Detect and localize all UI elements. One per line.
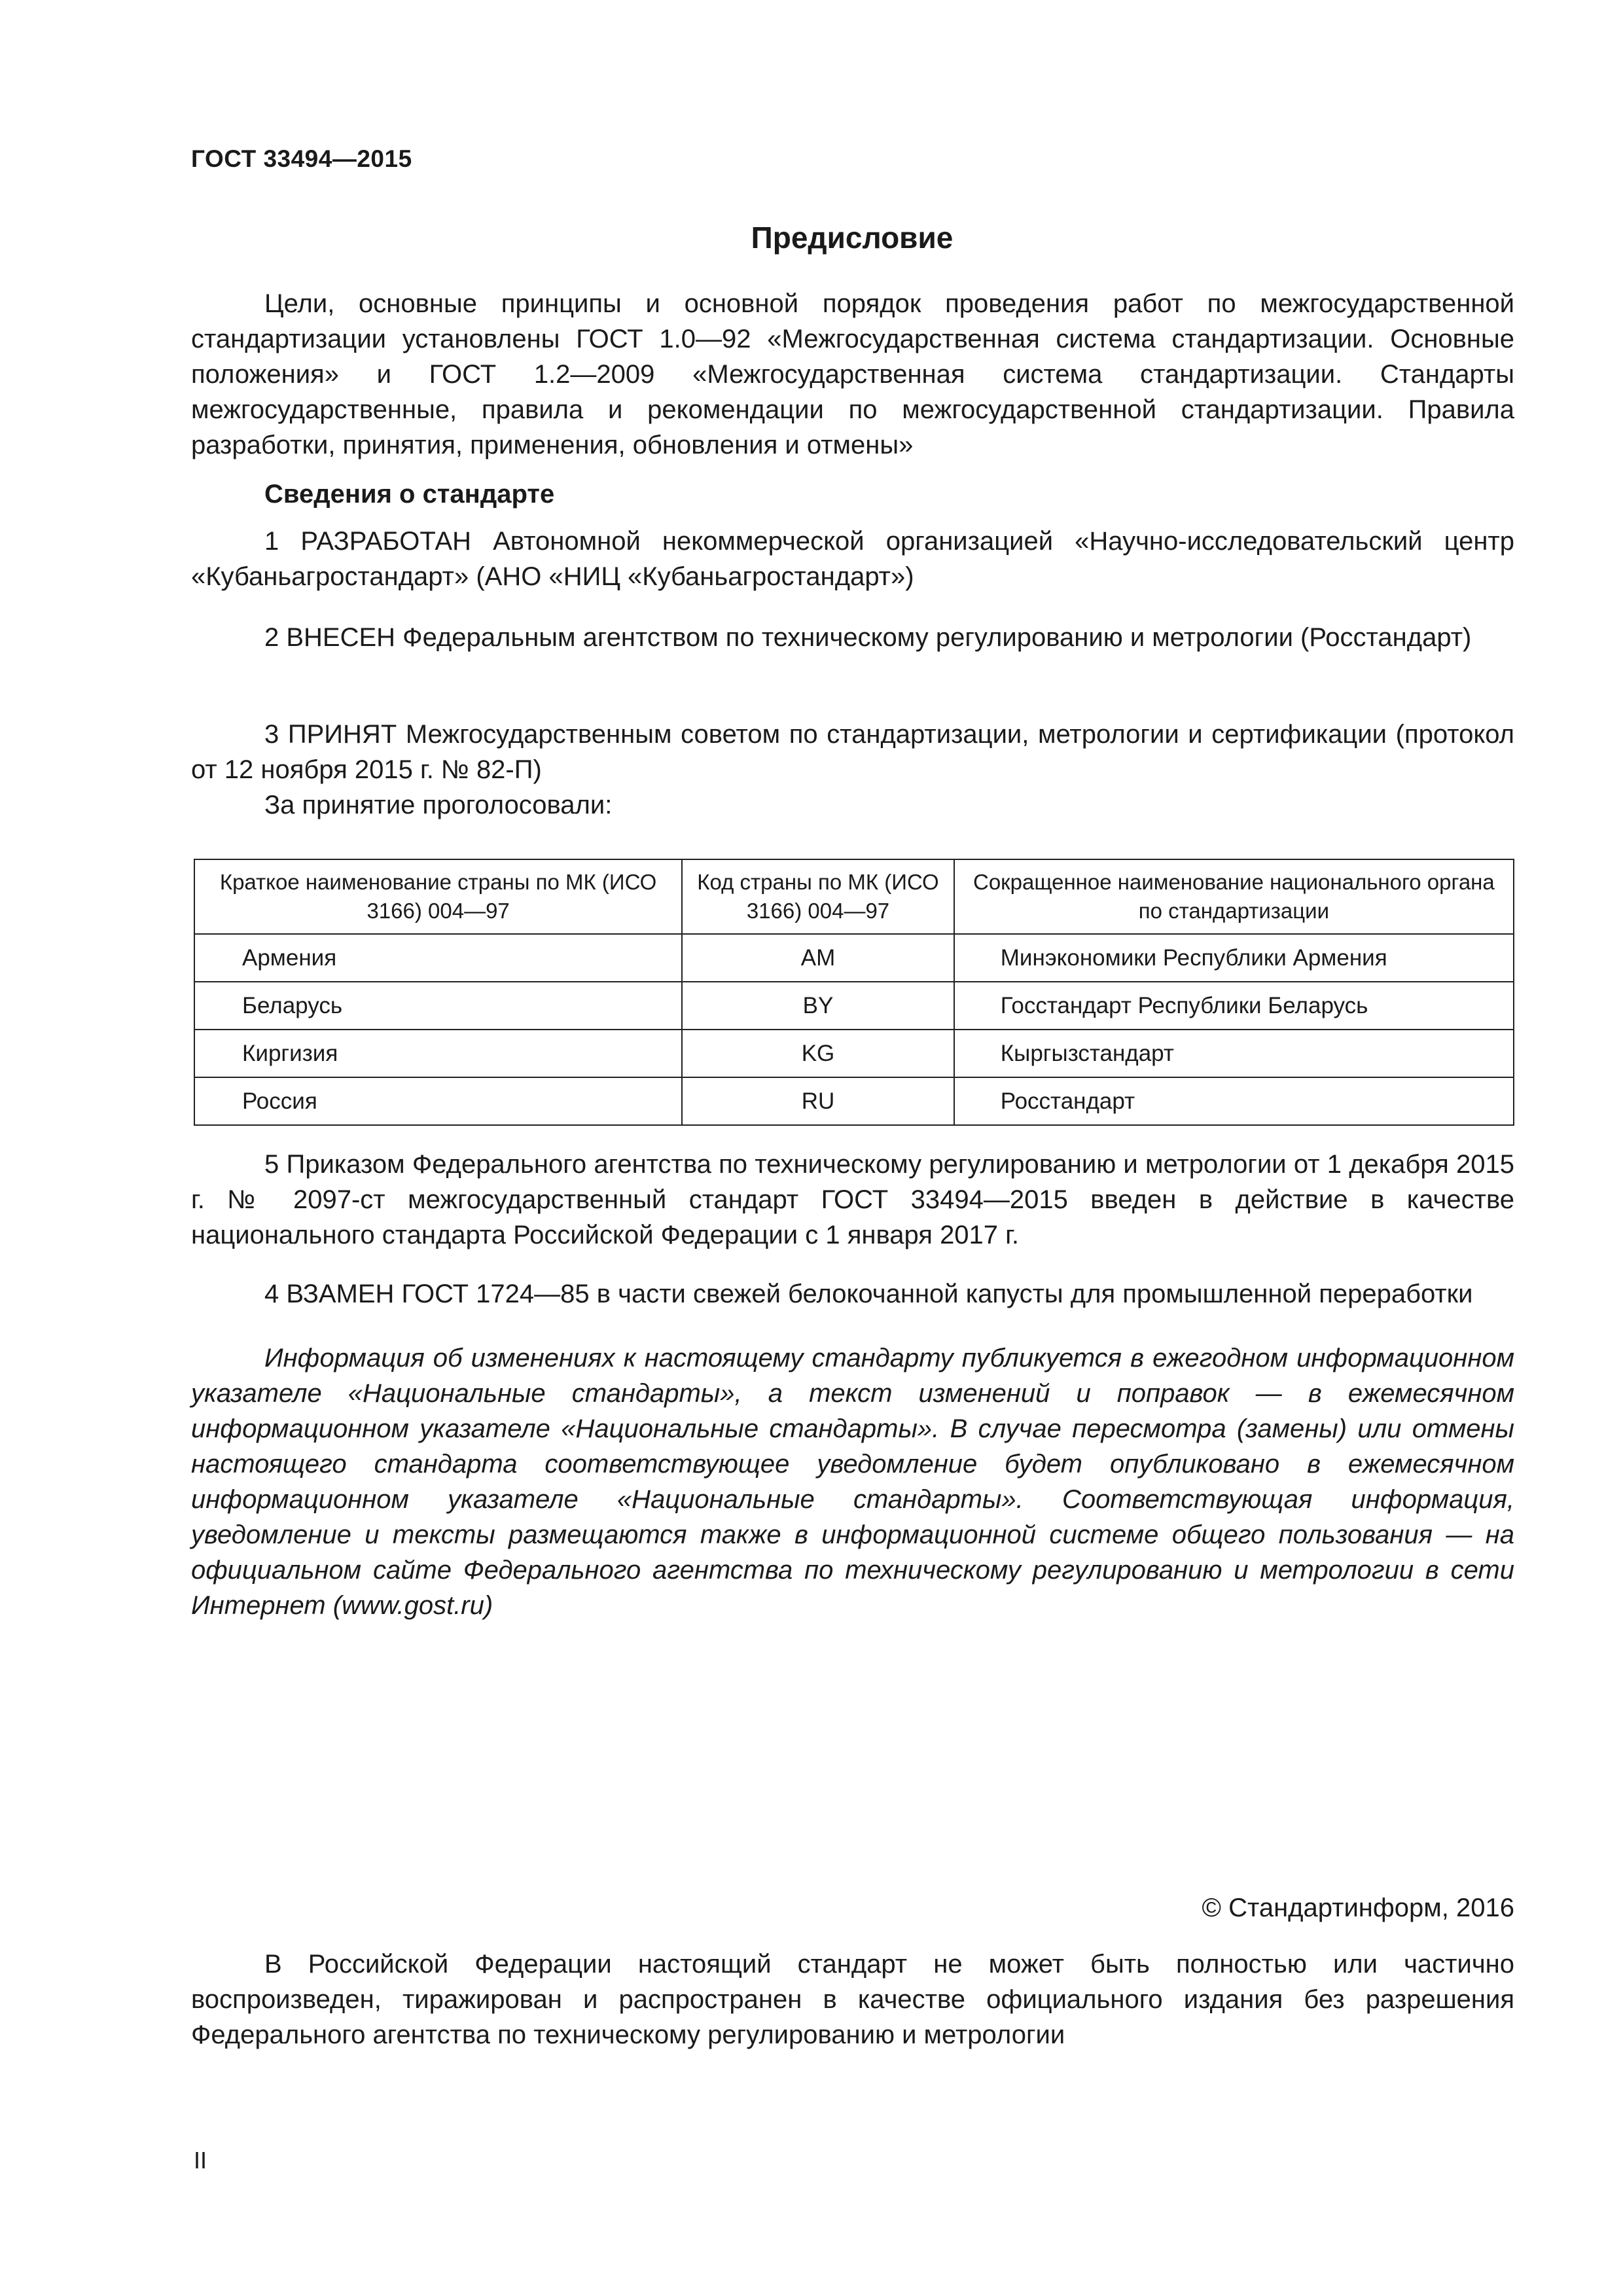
item-1-developed: 1 РАЗРАБОТАН Автономной некоммерческой организацией «Научно-исследовательский центр «Кубаньагростандарт» (АНО «НИЦ «Кубаньагростандарт») (191, 527, 1514, 591)
item-3-adopted: 3 ПРИНЯТ Межгосударственным советом по стандартизации, метрологии и сертификации (протокол от 12 ноября 2015 г. № 82-П) (191, 720, 1514, 784)
national-body: Минэкономики Республики Армения (954, 934, 1514, 982)
page-title: Предисловие (751, 221, 954, 255)
country-code: AM (682, 934, 954, 982)
country-name: Беларусь (194, 982, 682, 1030)
table-row (194, 1077, 1514, 1125)
table-row (194, 982, 1514, 1030)
national-body: Росстандарт (954, 1077, 1514, 1125)
header-national-body: Сокращенное наименование национального органа по стандартизации (954, 859, 1514, 934)
change-info-notice: Информация об изменениях к настоящему стандарту публикуется в ежегодном информационном указателе «Национальные стандарты», а текст изменений и поправок — в ежемесячном информационном указателе «Национальные стандарты». В случае пересмотра (замены) или отмены настоящего стандарта соответствующее уведомление будет опубликовано в ежемесячном информационном указателе «Национальные стандарты». Соответствующая информация, уведомление и тексты размещаются также в информационной системе общего пользования — на официальном сайте Федерального агентства по техническому регулированию и метрологии в сети Интернет (www.gost.ru) (191, 1344, 1514, 1620)
table-header-row (194, 859, 1514, 934)
item-5-order: 5 Приказом Федерального агентства по техническому регулированию и метрологии от 1 декабря 2015 г. № 2097-ст межгосударственный стандарт ГОСТ 33494—2015 введен в действие в качестве национального стандарта Российской Федерации с 1 января 2017 г. (191, 1150, 1514, 1249)
table-row (194, 1030, 1514, 1077)
national-body: Госстандарт Республики Беларусь (954, 982, 1514, 1030)
header-country-name: Краткое наименование страны по МК (ИСО 3166) 004—97 (194, 859, 682, 934)
voting-table (194, 859, 1514, 1126)
country-code: BY (682, 982, 954, 1030)
intro-paragraph: Цели, основные принципы и основной порядок проведения работ по межгосударственной стандартизации установлены ГОСТ 1.0—92 «Межгосударственная система стандартизации. Основные положения» и ГОСТ 1.2—2009 «Межгосударственная система стандартизации. Стандарты межгосударственные, правила и рекомендации по межгосударственной стандартизации. Правила разработки, принятия, применения, обновления и отмены» (191, 289, 1514, 459)
country-name: Россия (194, 1077, 682, 1125)
info-heading: Сведения о стандарте (264, 480, 555, 509)
country-name: Армения (194, 934, 682, 982)
country-code: KG (682, 1030, 954, 1077)
rights-notice: В Российской Федерации настоящий стандарт не может быть полностью или частично воспроизведен, тиражирован и распространен в качестве официального издания без разрешения Федерального агентства по техническому регулированию и метрологии (191, 1950, 1514, 2049)
country-name: Киргизия (194, 1030, 682, 1077)
copyright: © Стандартинформ, 2016 (1202, 1893, 1514, 1922)
country-code: RU (682, 1077, 954, 1125)
table-row (194, 934, 1514, 982)
document-code: ГОСТ 33494—2015 (191, 145, 412, 172)
national-body: Кыргызстандарт (954, 1030, 1514, 1077)
gost-website-link[interactable]: www.gost.ru (342, 1591, 484, 1620)
item-4-replaces: 4 ВЗАМЕН ГОСТ 1724—85 в части свежей белокочанной капусты для промышленной переработки (264, 1280, 1473, 1308)
voted-label: За принятие проголосовали: (264, 791, 613, 819)
item-2-introduced: 2 ВНЕСЕН Федеральным агентством по техническому регулированию и метрологии (Росстандарт) (264, 623, 1472, 652)
page-number: II (194, 2147, 207, 2174)
header-country-code: Код страны по МК (ИСО 3166) 004—97 (682, 859, 954, 934)
change-info-text: Информация об изменениях к настоящему стандарту публикуется в ежегодном информационном указателе «Национальные стандарты», а текст изменений и поправок — в ежемесячном информационном указателе «Национальные стандарты». В случае пересмотра (замены) или отмены настоящего стандарта соответствующее уведомление будет опубликовано в ежемесячном информационном указателе «Национальные стандарты». Соответствующая информация, уведомление и тексты размещаются также в информационной системе общего пользования — на официальном сайте Федерального агентства по техническому регулированию и метрологии в сети Интернет (191, 1344, 1514, 1620)
